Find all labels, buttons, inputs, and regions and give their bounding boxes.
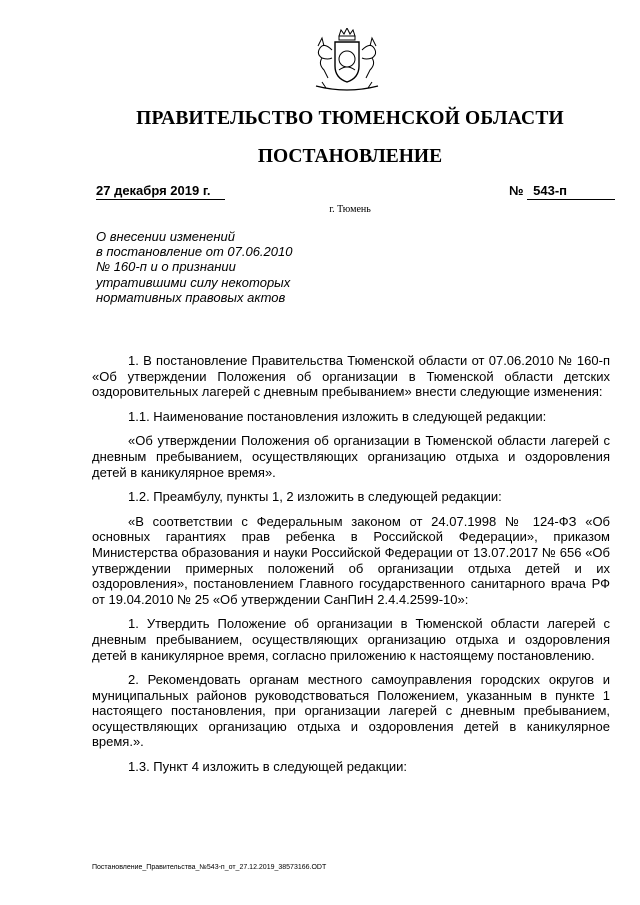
body-paragraph: «В соответствии с Федеральным законом от 24.07.1998 № 124-ФЗ «Об основных гарантиях прав ребенка в Российской Федерации», приказом Министерства образования и науки Российской Федерации от 13.07.2017 № 656 «Об утверждении примерных положений об организации отдыха детей и их оздоровления», постановлением Главного государственного санитарного врача РФ от 19.04.2010 № 25 «Об утверждении СанПиН 2.4.4.2599-10»:: [92, 513, 610, 607]
tyumen-coat-of-arms-icon: [302, 28, 392, 98]
subject-line: № 160-п и о признании: [96, 259, 236, 275]
decree-date: 27 декабря 2019 г.: [96, 183, 225, 200]
number-value: 543-п: [527, 183, 615, 200]
body-paragraph: 1. В постановление Правительства Тюменской области от 07.06.2010 № 160-п «Об утверждении Положения об организации в Тюменской области детских оздоровительных лагерей с дневным пребыванием» внести следующие изменения:: [92, 353, 610, 400]
subject-line: нормативных правовых актов: [96, 289, 286, 305]
government-title: ПРАВИТЕЛЬСТВО ТЮМЕНСКОЙ ОБЛАСТИ: [136, 108, 564, 129]
body-paragraph: 1.2. Преамбулу, пункты 1, 2 изложить в следующей редакции:: [128, 489, 502, 505]
number-prefix: №: [509, 183, 524, 198]
body-paragraph: «Об утверждении Положения об организации в Тюменской области лагерей с дневным пребыванием, осуществляющих организацию отдыха и оздоровления детей в каникулярное время».: [92, 433, 610, 480]
decree-subject: [96, 229, 336, 305]
body-paragraph: 1.1. Наименование постановления изложить в следующей редакции:: [128, 408, 547, 424]
subject-line: утратившими силу некоторых: [96, 274, 291, 290]
decree-body: [92, 353, 610, 784]
body-paragraph: 1.3. Пункт 4 изложить в следующей редакции:: [128, 759, 408, 775]
subject-line: в постановление от 07.06.2010: [96, 244, 293, 260]
decree-number: [509, 183, 615, 200]
footer-filename: Постановление_Правительства_№543-п_от_27.12.2019_38573166.ODT: [92, 864, 327, 871]
subject-line: О внесении изменений: [96, 229, 235, 244]
body-paragraph: 1. Утвердить Положение об организации в Тюменской области лагерей с дневным пребыванием, осуществляющих организацию отдыха и оздоровления детей в каникулярное время, согласно приложению к настоящему постановлению.: [92, 616, 610, 663]
city-label: г. Тюмень: [329, 204, 371, 215]
body-paragraph: 2. Рекомендовать органам местного самоуправления городских округов и муниципальных районов руководствоваться Положением, указанным в пункте 1 настоящего постановления, при организации лагерей с дневным пребыванием, осуществляющих организацию отдыха и оздоровления детей в каникулярное время.».: [92, 672, 610, 750]
document-type-title: ПОСТАНОВЛЕНИЕ: [257, 146, 443, 167]
